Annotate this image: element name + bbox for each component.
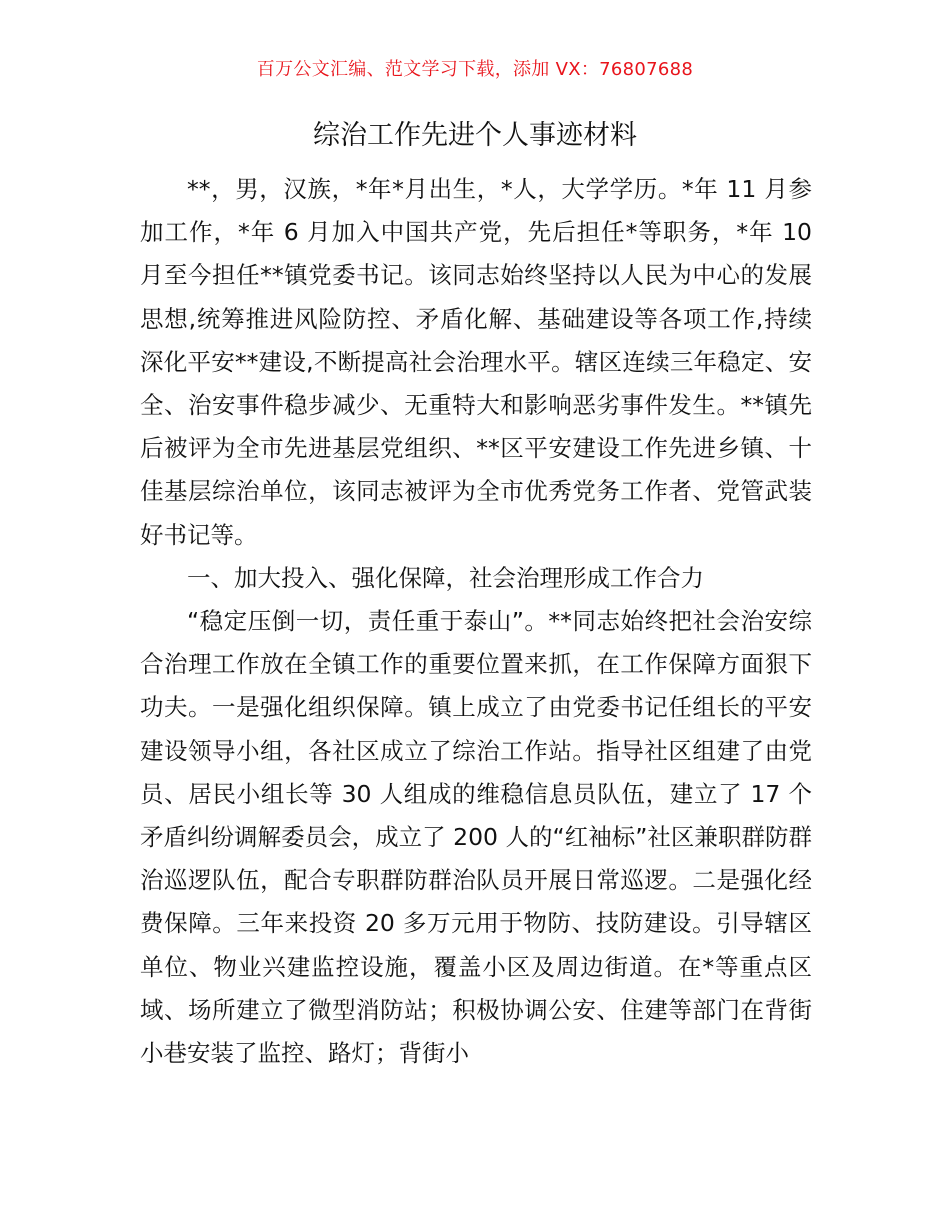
intro-paragraph: **，男，汉族，*年*月出生，*人，大学学历。*年 11 月参加工作，*年 6 月加入中国共产党，先后担任*等职务，*年 10 月至今担任**镇党委书记。该同志始终坚持以人民为中心的发展思想,统筹推进风险防控、矛盾化解、基础建设等各项工作,持续深化平安**建设,不断提高社会治理水平。辖区连续三年稳定、安全、治安事件稳步减少、无重特大和影响恶劣事件发生。**镇先后被评为全市先进基层党组织、**区平安建设工作先进乡镇、十佳基层综治单位，该同志被评为全市优秀党务工作者、党管武装好书记等。 (140, 175, 812, 549)
section-heading: 一、加大投入、强化保障，社会治理形成工作合力 (187, 563, 704, 592)
document-title: 综治工作先进个人事迹材料 (313, 120, 637, 151)
body-paragraph: “稳定压倒一切，责任重于泰山”。**同志始终把社会治安综合治理工作放在全镇工作的重要位置来抓，在工作保障方面狠下功夫。一是强化组织保障。镇上成立了由党委书记任组长的平安建设领导小组，各社区成立了综治工作站。指导社区组建了由党员、居民小组长等 30 人组成的维稳信息员队伍，建立了 17 个矛盾纠纷调解委员会，成立了 200 人的“红袖标”社区兼职群防群治巡逻队伍，配合专职群防群治队员开展日常巡逻。二是强化经费保障。三年来投资 20 多万元用于物防、技防建设。引导辖区单位、物业兴建监控设施，覆盖小区及周边街道。在*等重点区域、场所建立了微型消防站；积极协调公安、住建等部门在背街小巷安装了监控、路灯；背街小 (140, 607, 812, 1068)
document-body (140, 168, 812, 1075)
promo-banner: 百万公文汇编、范文学习下载，添加 VX：76807688 (256, 59, 694, 80)
